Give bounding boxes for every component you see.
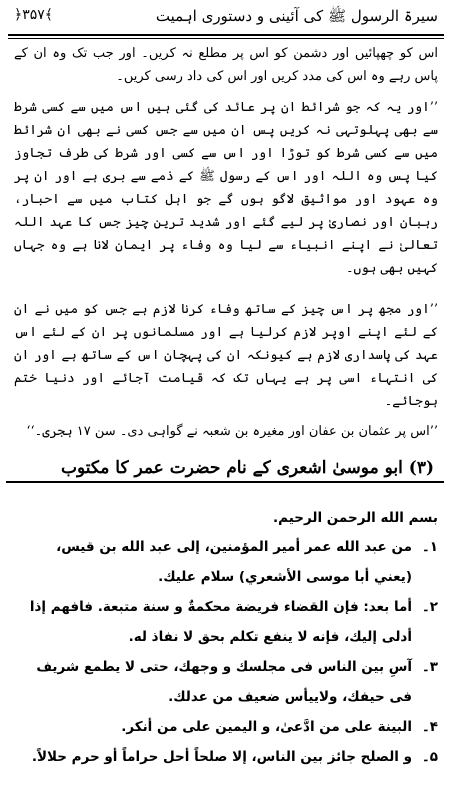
- page-number: ﴿۳۵۷﴾: [14, 7, 53, 23]
- list-item: [14, 592, 438, 652]
- witness-line: ’’اس پر عثمان بن عفان اور مغیرہ بن شعبہ نے گواہی دی۔ سن ۱۷ ہجری۔‘‘: [26, 424, 438, 439]
- list-item: [14, 742, 438, 772]
- item-text: و الصلح جائز بين الناس، إلا صلحاً أحل حراماً أو حرم حلالاً.: [31, 749, 412, 765]
- item-number: ۵۔: [421, 749, 438, 765]
- item-number: ۳۔: [421, 659, 438, 675]
- item-number: ۲۔: [421, 599, 438, 615]
- header-rule-thin: [8, 38, 444, 39]
- item-number: ۴۔: [421, 719, 438, 735]
- paragraph: اس کو چھپائیں اور دشمن کو اس پر مطلع نہ کریں۔ اور جب تک وہ ان کے پاس رہے وہ اس کی مدد کریں اور اس کی داد رسی کریں۔: [14, 46, 438, 84]
- item-text: آسِ بين الناس فى مجلسك و وجهك، حتى لا يطمع شريف فى حيفك، ولاييأس ضعيف من عدلك.: [36, 659, 412, 705]
- section-rule: [6, 481, 444, 483]
- letter-list: [14, 532, 438, 772]
- item-number: ۱۔: [421, 539, 438, 555]
- list-item: [14, 532, 438, 592]
- section-title: (۳) ابو موسیٰ اشعری کے نام حضرت عمر کا مکتوب: [55, 457, 440, 478]
- header-rule: [8, 34, 444, 36]
- paragraph: ’’اور یہ کہ جو شرائط ان پر عائد کی گئی ہیں اس میں سے کسی شرط سے بھی پہلوتہی نہ کریں پس ان میں سے جس کسی نے بھی ان شرائط میں سے کسی شرط کو توڑا اور اس سے کسی اور شرط کی طرف تجاوز کیا پس وہ اللہ اور اس کے رسول ﷺ کے ذمے سے بری ہے اور ان پر وہ عہود اور مواثیق لاگو ہوں گے جو اہل کتاب میں سے احبار، رہبان اور نصاریٰ پر لیے گئے اور شدید ترین چیز جس کا عہد اللہ تعالیٰ نے اپنے انبیاء سے لیا وہ وفاء پر ایمان لانا ہے وہ جہاں کہیں بھی ہوں۔: [14, 100, 438, 276]
- item-text: من عبد الله عمر أمير المؤمنين، إلى عبد الله بن قيس، (يعني أبا موسى الأشعري) سلام عليك.: [56, 539, 412, 585]
- page-header: [8, 4, 444, 32]
- item-text: أما بعد: فإن القضاء فريضة محكمةٌ و سنة متبعة. فافهم إذا أدلى إليك، فإنه لا ينفع تكلم بحق لا نفاذ له.: [29, 599, 412, 645]
- paragraph: ’’اور مجھ پر اس چیز کے ساتھ وفاء کرنا لازم ہے جس کو میں نے ان کے لئے اپنے اوپر لازم کرلیا ہے اور مسلمانوں پر ان کے لئے اس عہد کی پاسداری لازم ہے کیونکہ ان کی پہچان اس کے ساتھ ہے اور ان کی انتہاء اسی پر ہے یہاں تک کہ قیامت آجائے اور دنیا ختم ہوجائے۔: [14, 302, 438, 409]
- list-item: [14, 652, 438, 712]
- item-text: البينة على من ادَّعىٰ، و اليمين على من أنكر.: [121, 719, 412, 735]
- section-heading: [6, 455, 444, 489]
- running-title: سیرۃ الرسول ﷺ کی آئینی و دستوری اہمیت: [155, 7, 438, 25]
- list-item: [14, 712, 438, 742]
- bismillah: بسم الله الرحمن الرحيم.: [273, 510, 438, 526]
